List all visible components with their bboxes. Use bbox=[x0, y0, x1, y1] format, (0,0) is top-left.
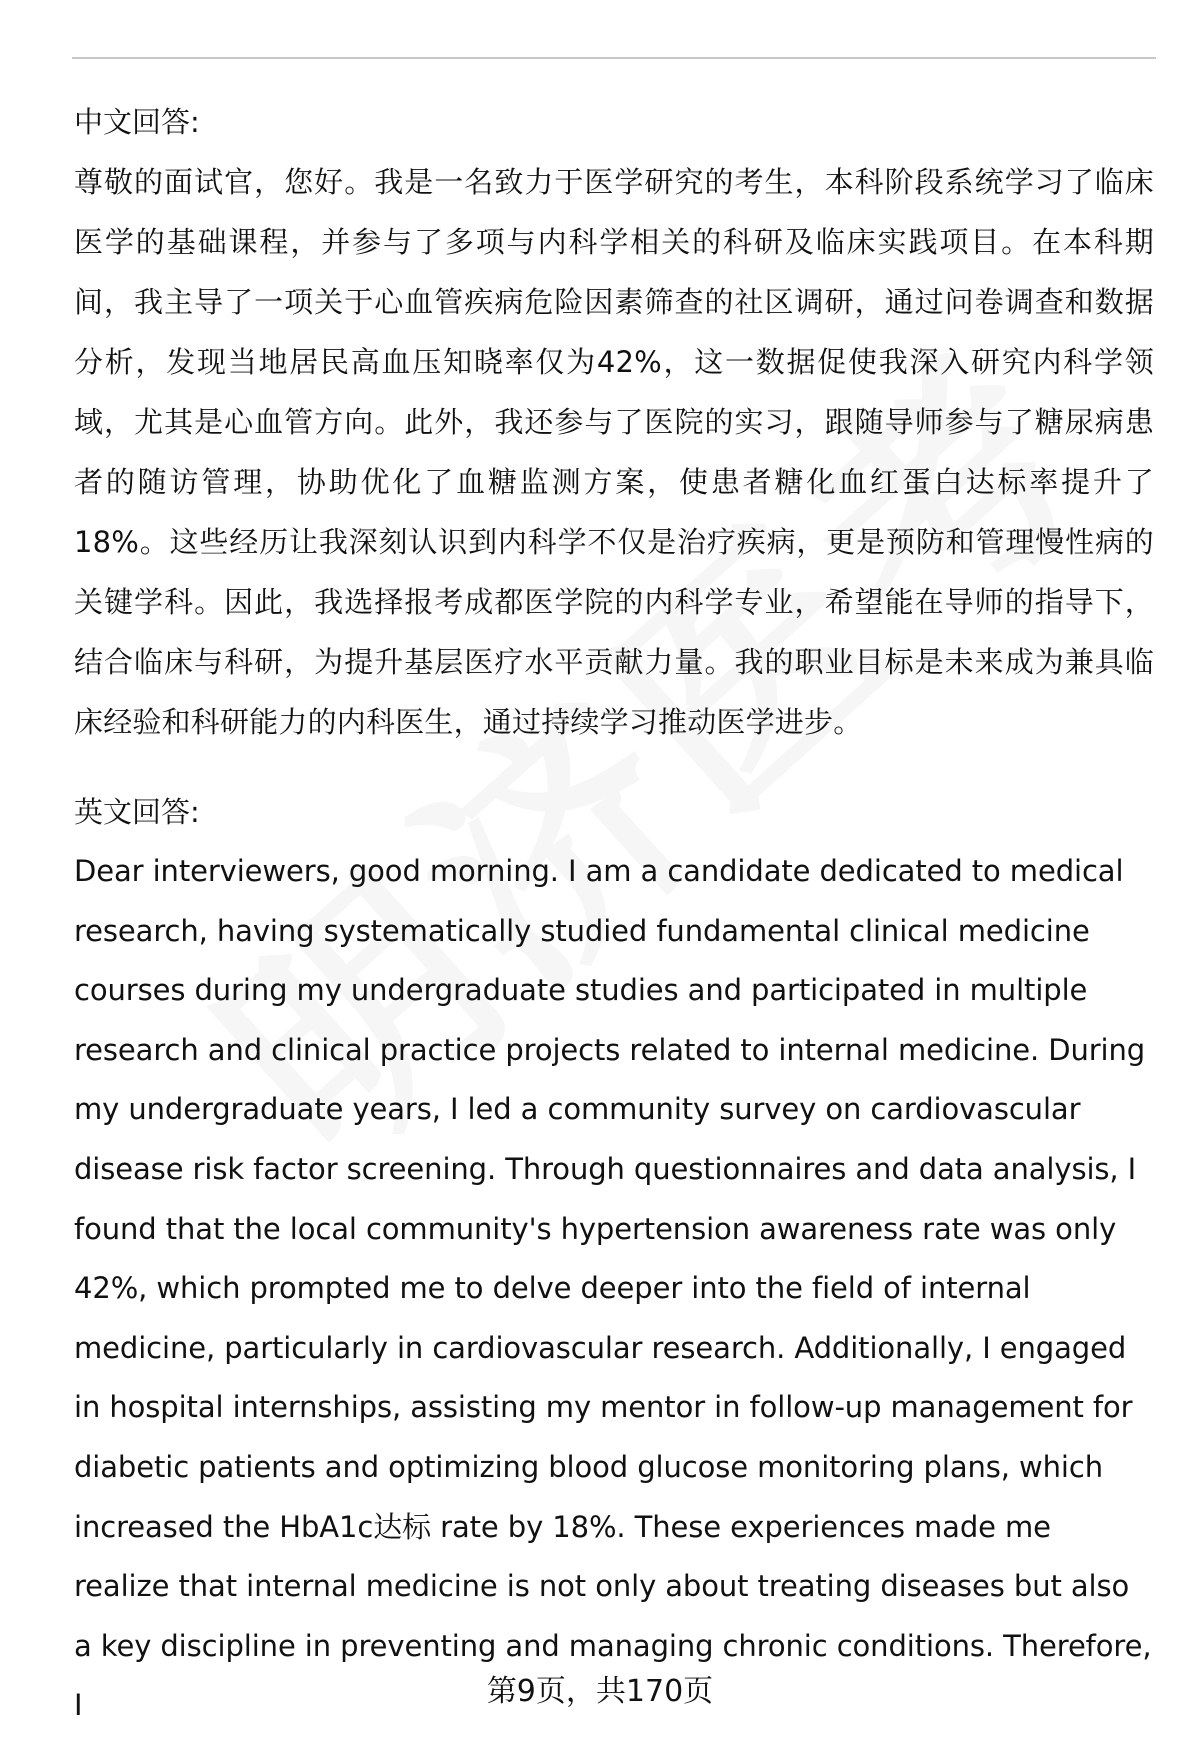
chinese-answer-label: 中文回答: bbox=[74, 105, 200, 139]
top-divider bbox=[72, 57, 1156, 59]
english-answer-text: Dear interviewers, good morning. I am a candidate dedicated to medical research, having systematically studied fundamental clinical medicine courses during my undergraduate studies and participated in multiple research and clinical practice projects related to internal medicine. During my undergraduate years, I led a community survey on cardiovascular disease risk factor screening. Through questionnaires and data analysis, I found that the local community's hypertension awareness rate was only 42%, which prompted me to delve deeper into the field of internal medicine, particularly in cardiovascular research. Additionally, I engaged in hospital internships, assisting my mentor in follow-up management for diabetic patients and optimizing blood glucose monitoring plans, which increased the HbA1c达标 rate by 18%. These experiences made me realize that internal medicine is not only about treating diseases but also a key discipline in preventing and managing chronic conditions. Therefore, I bbox=[74, 854, 1152, 1723]
english-answer-label: 英文回答: bbox=[74, 795, 200, 829]
page-indicator: 第9页，共170页 bbox=[486, 1674, 714, 1709]
document-body bbox=[74, 92, 1154, 1736]
chinese-answer-text: 尊敬的面试官，您好。我是一名致力于医学研究的考生，本科阶段系统学习了临床医学的基础课程，并参与了多项与内科学相关的科研及临床实践项目。在本科期间，我主导了一项关于心血管疾病危险因素筛查的社区调研，通过问卷调查和数据分析，发现当地居民高血压知晓率仅为42%，这一数据促使我深入研究内科学领域，尤其是心血管方向。此外，我还参与了医院的实习，跟随导师参与了糖尿病患者的随访管理，协助优化了血糖监测方案，使患者糖化血红蛋白达标率提升了18%。这些经历让我深刻认识到内科学不仅是治疗疾病，更是预防和管理慢性病的关键学科。因此，我选择报考成都医学院的内科学专业，希望能在导师的指导下，结合临床与科研，为提升基层医疗水平贡献力量。我的职业目标是未来成为兼具临床经验和科研能力的内科医生，通过持续学习推动医学进步。 bbox=[74, 165, 1154, 739]
section-gap bbox=[74, 752, 1154, 782]
